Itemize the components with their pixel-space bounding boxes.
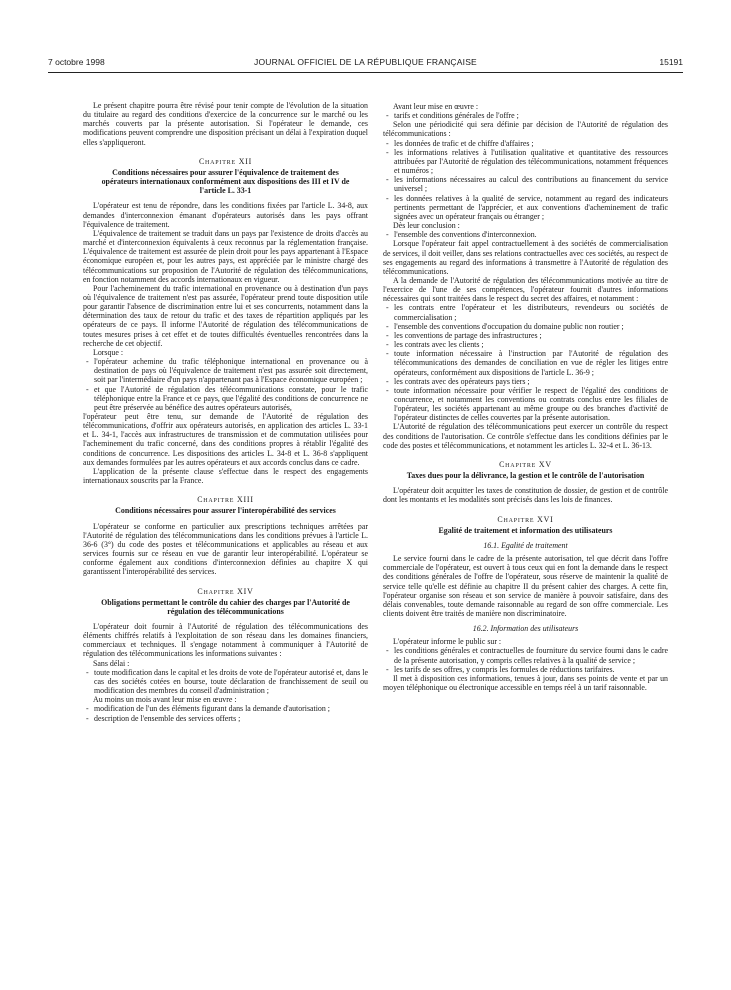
- list-item: - les données de trafic et de chiffre d'affaires ;: [383, 139, 668, 148]
- paragraph: Au moins un mois avant leur mise en œuvre :: [93, 695, 237, 705]
- right-column: [383, 102, 668, 692]
- list-item: - les conditions générales et contractuelles de fourniture du service fourni dans le cadre de la présente autorisation, y compris celles relatives à la qualité de service ;: [383, 646, 668, 664]
- paragraph: L'opérateur est tenu de répondre, dans les conditions fixées par l'article L. 34-8, aux demandes d'interconnexion émanant d'opérateurs autorisés dans les pays offrant l'équivalence de traitement.: [83, 201, 368, 229]
- paragraph: Pour l'acheminement du trafic international en provenance ou à destination d'un pays où l'équivalence de traitement n'est pas assurée, l'opérateur prend toute disposition utile pour garantir l'absence de discrimination entre lui et ses concurrents, notamment dans la détermination des taux de retour du trafic et des taxes de répartition appliqués par les opérateurs de ce pays. Il informe l'Autorité de régulation des télécommunications de toutes mesures prises à cet effet et de toutes difficultés éventuelles rencontrées dans la recherche de cet objectif.: [83, 283, 368, 348]
- chapter-label: Chapitre XII: [198, 156, 253, 166]
- list-item: - l'ensemble des conventions d'occupation du domaine public non routier ;: [383, 322, 668, 331]
- list-item: - les conventions de partage des infrastructures ;: [383, 331, 668, 340]
- list-item: - et que l'Autorité de régulation des télécommunications constate, pour le trafic téléphonique entre la France et ce pays, que l'égalité des conditions de concurrence ne peut être préservée au bénéfice des autres opérateurs autorisés,: [83, 385, 368, 412]
- paragraph: Dès leur conclusion :: [393, 221, 460, 231]
- section-heading: 16.2. Information des utilisateurs: [472, 624, 579, 634]
- paragraph: L'application de la présente clause s'effectue dans le respect des engagements internationaux souscrits par la France.: [83, 466, 368, 486]
- list-item: - les contrats entre l'opérateur et les distributeurs, revendeurs ou sociétés de commercialisation ;: [383, 303, 668, 321]
- paragraph: l'opérateur peut être tenu, sur demande de l'Autorité de régulation des télécommunications, d'offrir aux opérateurs autorisés, en application des articles L. 33-1 et L. 34-1, l'accès aux infrastructures de transmission et de commutation utilisées pour l'acheminement du trafic concerné, dans des conditions propres à rétablir l'égalité des conditions de concurrence. Les dispositions des articles L. 34-8 et L. 36-8 s'appliquent aux demandes formulées par les autres opérateurs et aux accords conclus dans ce cadre.: [83, 412, 368, 467]
- list-item: - modification de l'un des éléments figurant dans la demande d'autorisation ;: [83, 704, 368, 713]
- paragraph: L'opérateur doit fournir à l'Autorité de régulation des télécommunications des éléments chiffrés relatifs à l'exploitation de son réseau dans les domaines financiers, commerciaux et techniques. Il s'engage notamment à communiquer à l'Autorité de régulation des télécommunications les informations suivantes :: [83, 621, 368, 659]
- chapter-label: Chapitre XV: [499, 459, 552, 469]
- section-heading: 16.1. Egalité de traitement: [483, 540, 568, 550]
- header-page-number: 15191: [659, 57, 683, 67]
- paragraph: Selon une périodicité qui sera définie par décision de l'Autorité de régulation des télécommunications :: [383, 120, 668, 139]
- chapter-title: Conditions nécessaires pour assurer l'interopérabilité des services: [115, 506, 336, 516]
- list-item: - les informations relatives à l'utilisation qualitative et quantitative des ressources attribuées par l'Autorité de régulation des télécommunications, notamment fréquences et numéros ;: [383, 148, 668, 175]
- paragraph: L'opérateur se conforme en particulier aux prescriptions techniques arrêtées par l'Autorité de régulation des télécommunications dans les conditions prévues à l'article L. 36-6 (3°) du code des postes et télécommunications et applicables au réseau et aux services fournis sur ce réseau en vue de garantir leur interopérabilité. L'opérateur se conforme également aux conditions d'interconnexion définies au chapitre X qui garantissent l'interopérabilité des services.: [83, 521, 368, 577]
- list-item: - l'opérateur achemine du trafic téléphonique international en provenance ou à destination de pays où l'équivalence de traitement n'est pas assurée soit directement, soit par l'intermédiaire d'un pays n'appartenant pas à l'Espace économique européen ;: [83, 357, 368, 384]
- chapter-title: Conditions nécessaires pour assurer l'équivalence de traitement des opérateurs internationaux conformément aux dispositions des III et IV de l'article L. 33-1: [101, 167, 350, 196]
- header-rule: [48, 72, 683, 73]
- header-date: 7 octobre 1998: [48, 57, 105, 67]
- paragraph: L'opérateur doit acquitter les taxes de constitution de dossier, de gestion et de contrôle dont les montants et les modalités sont précisés dans les lois de finances.: [383, 486, 668, 505]
- page-header: [48, 57, 683, 71]
- list-item: - toute information nécessaire pour vérifier le respect de l'égalité des conditions de concurrence, et notamment les conventions ou contrats conclus entre les filiales de l'opérateur, les sociétés appartenant au même groupe ou des branches d'activité de l'opérateur distinctes de celles couvertes par la présente autorisation.: [383, 386, 668, 423]
- paragraph: L'équivalence de traitement se traduit dans un pays par l'existence de droits d'accès au marché et d'interconnexion équivalents à ceux reconnus par la réglementation française. L'équivalence de traitement est assurée de plein droit pour les pays appartenant à l'Espace économique européen et, pour les autres pays, est appréciée par le ministre chargé des télécommunications sur proposition de l'Autorité de régulation des télécommunications, en fonction notamment des accords internationaux en vigueur.: [83, 228, 368, 284]
- paragraph: Il met à disposition ces informations, tenues à jour, dans ses points de vente et par un moyen téléphonique ou électronique accessible en temps réel à un tarif raisonnable.: [383, 673, 668, 693]
- list-item: - les contrats avec des opérateurs pays tiers ;: [383, 377, 668, 386]
- list-item: - tarifs et conditions générales de l'offre ;: [383, 111, 668, 120]
- chapter-label: Chapitre XIV: [197, 586, 254, 596]
- list-item: - les contrats avec les clients ;: [383, 340, 668, 349]
- header-journal-title: JOURNAL OFFICIEL DE LA RÉPUBLIQUE FRANÇAISE: [254, 57, 477, 67]
- paragraph: Avant leur mise en œuvre :: [393, 102, 479, 111]
- chapter-label: Chapitre XVI: [497, 514, 554, 524]
- paragraph: Lorsque :: [93, 347, 124, 357]
- paragraph: Le présent chapitre pourra être révisé pour tenir compte de l'évolution de la situation du titulaire au regard des conditions d'exercice de la concurrence sur le marché ou les marchés couverts par la présente autorisation. Si l'opérateur le demande, ces modifications peuvent comprendre une disposition précisant un délai à l'expiration duquel elles s'appliqueront.: [83, 101, 368, 147]
- list-item: - les tarifs de ses offres, y compris les formules de réductions tarifaires.: [383, 665, 668, 674]
- list-item: - toute modification dans le capital et les droits de vote de l'opérateur autorisé et, dans le cas des sociétés cotées en bourse, toute déclaration de franchissement de seuil ou modification des membres du conseil d'administration ;: [83, 668, 368, 695]
- list-item: - toute information nécessaire à l'instruction par l'Autorité de régulation des télécommunications des demandes de conciliation en vue de régler les litiges entre opérateurs, conformément aux dispositions de l'article L. 36-9 ;: [383, 349, 668, 376]
- list-item: - l'ensemble des conventions d'interconnexion.: [383, 230, 668, 239]
- paragraph: L'Autorité de régulation des télécommunications peut exercer un contrôle du respect des conditions de l'autorisation. Ce contrôle s'effectue dans les conditions définies par le code des postes et télécommunications, et notamment les articles L. 32-4 et L. 36-13.: [383, 422, 668, 450]
- chapter-title: Taxes dues pour la délivrance, la gestion et le contrôle de l'autorisation: [406, 471, 645, 481]
- paragraph: Lorsque l'opérateur fait appel contractuellement à des sociétés de commercialisation de services, il doit veiller, dans ses relations contractuelles avec ces sociétés, au respect de ses engagements au regard des informations à transmettre à l'Autorité de régulation des télécommunications.: [383, 239, 668, 276]
- paragraph: A la demande de l'Autorité de régulation des télécommunications motivée au titre de l'exercice de l'une de ses compétences, l'opérateur fournit d'autres informations nécessaires qui sont traitées dans le respect du secret des affaires, et notamment :: [383, 275, 668, 304]
- list-item: - description de l'ensemble des services offerts ;: [83, 714, 368, 723]
- chapter-title: Obligations permettant le contrôle du cahier des charges par l'Autorité de régulation des télécommunications: [101, 597, 350, 616]
- paragraph: Le service fourni dans le cadre de la présente autorisation, tel que décrit dans l'offre commerciale de l'opérateur, est ouvert à tous ceux qui en font la demande dans le respect des conditions générales de l'offre de l'opérateur, sous réserve de maintenir la qualité de service telle qu'elle est définie au chapitre II du présent cahier des charges. A cette fin, l'opérateur organise son réseau et son service de manière à pouvoir satisfaire, dans des délais convenables, toute demande raisonnable au regard de son offre commerciale. Les clients doivent être traités de manière non discriminatoire.: [383, 554, 668, 618]
- paragraph: L'opérateur informe le public sur :: [393, 637, 502, 647]
- chapter-title: Egalité de traitement et information des utilisateurs: [438, 525, 613, 535]
- chapter-label: Chapitre XIII: [197, 495, 254, 505]
- list-item: - les informations nécessaires au calcul des contributions au financement du service universel ;: [383, 175, 668, 193]
- list-item: - les données relatives à la qualité de service, notamment au regard des indicateurs pertinents permettant de l'apprécier, et aux conventions d'acheminement de trafic signées avec un opérateur français ou étranger ;: [383, 194, 668, 221]
- left-column: [83, 101, 368, 723]
- paragraph: Sans délai :: [93, 658, 130, 668]
